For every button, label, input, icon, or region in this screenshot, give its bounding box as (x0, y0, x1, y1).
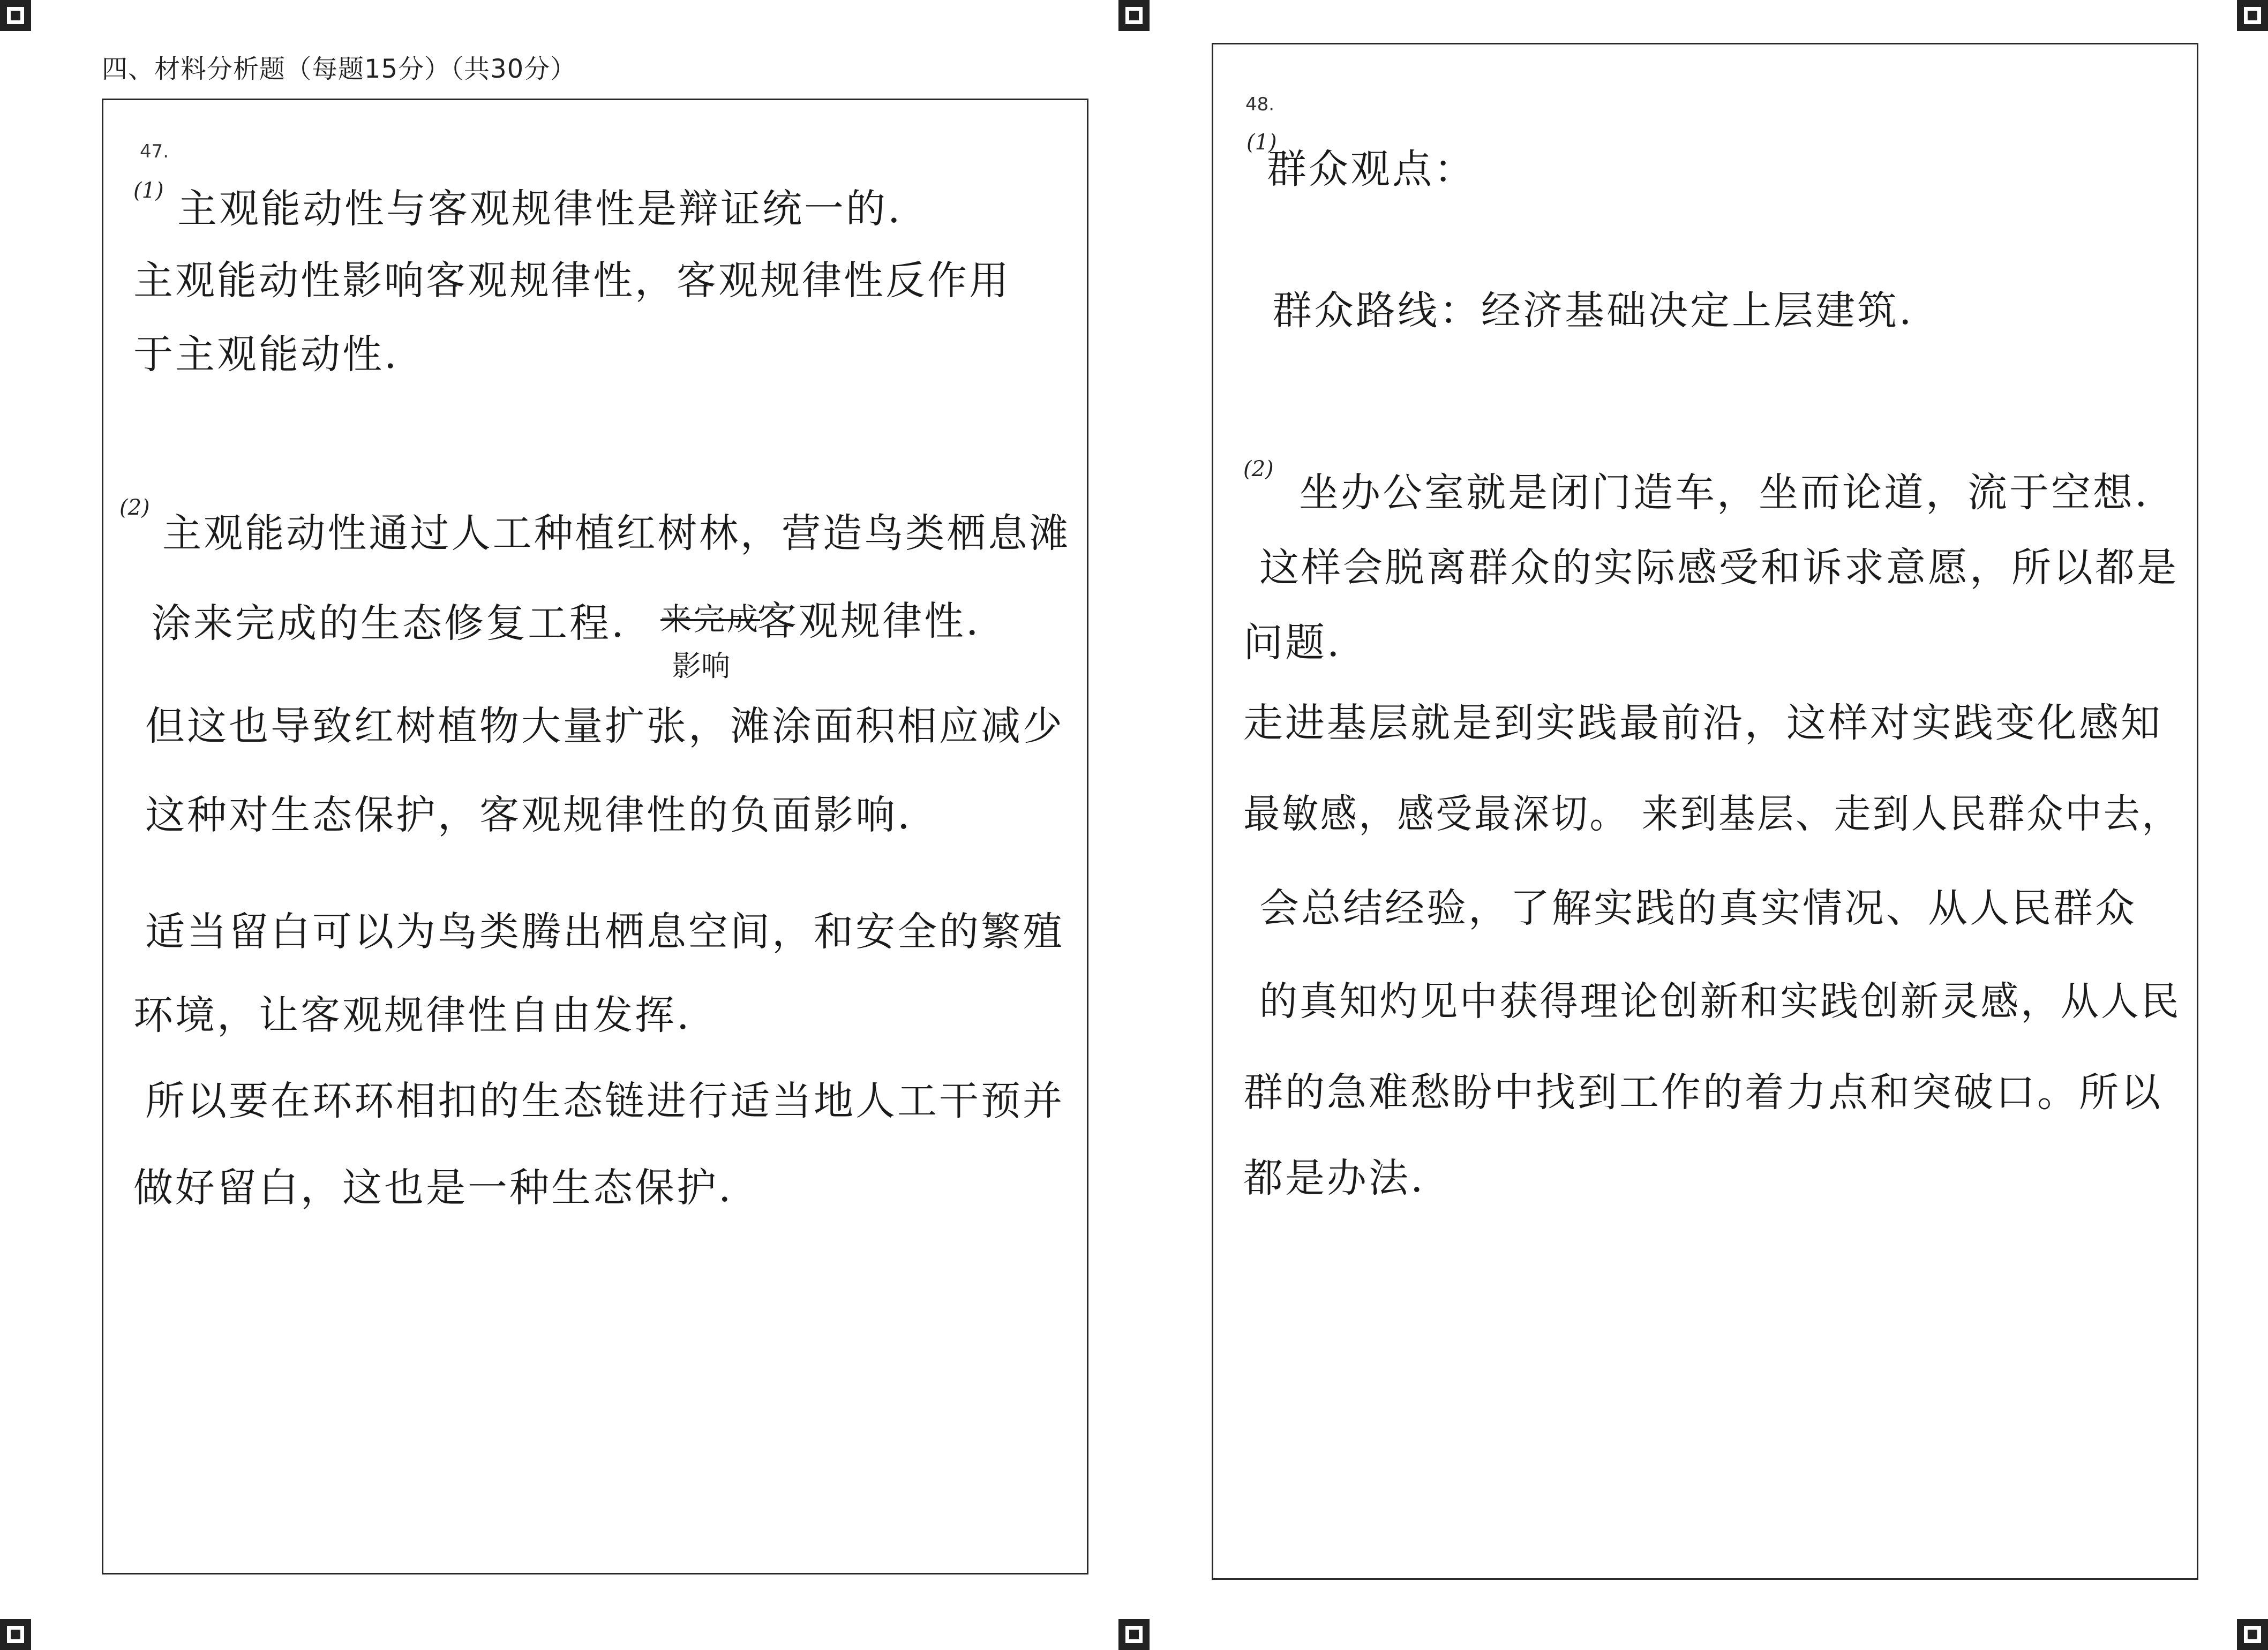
answer-line: 走进基层就是到实践最前沿，这样对实践变化感知 (1243, 700, 2162, 746)
answer-line: 环境，让客观规律性自由发挥. (133, 992, 692, 1038)
part-marker: (1) (1246, 130, 1277, 155)
answer-line: 涂来完成的生态修复工程. (152, 600, 626, 646)
registration-mark-top-right (2237, 0, 2268, 31)
answer-line: 适当留白可以为鸟类腾出栖息空间，和安全的繁殖 (145, 909, 1064, 955)
answer-line: 主观能动性影响客观规律性，客观规律性反作用 (133, 258, 1011, 304)
part-marker: (2) (119, 495, 150, 520)
answer-line: 会总结经验，了解实践的真实情况、从人民群众 (1259, 885, 2137, 931)
answer-line: 的真知灼见中获得理论创新和实践创新灵感，从人民 (1259, 978, 2181, 1024)
answer-line: 都是办法. (1243, 1155, 1425, 1201)
answer-line: 问题. (1243, 620, 1342, 666)
answer-box-q47 (102, 99, 1088, 1574)
part-marker: (1) (133, 178, 164, 203)
registration-mark-top-left (0, 0, 31, 31)
crossed-out-text: 来完成 (660, 601, 761, 637)
question-number: 47. (140, 141, 169, 162)
answer-box-q48 (1212, 43, 2198, 1580)
answer-line: 主观能动性通过人工种植红树林，营造鸟类栖息滩 (162, 510, 1071, 556)
registration-mark-bottom-left (0, 1619, 31, 1650)
section-header: 四、材料分析题（每题15分）（共30分） (102, 54, 577, 84)
part-marker: (2) (1243, 457, 1274, 481)
registration-mark-bottom-right (2237, 1619, 2268, 1650)
registration-mark-bottom-center (1118, 1619, 1150, 1650)
answer-line: 群的急难愁盼中找到工作的着力点和突破口。所以 (1243, 1069, 2162, 1116)
registration-mark-top-center (1118, 0, 1150, 31)
answer-line: 群众路线：经济基础决定上层建筑. (1272, 288, 1914, 334)
answer-line: 所以要在环环相扣的生态链进行适当地人工干预并 (145, 1078, 1064, 1124)
answer-line: 做好留白，这也是一种生态保护. (133, 1165, 733, 1211)
question-number: 48. (1245, 94, 1275, 115)
answer-line: 坐办公室就是闭门造车，坐而论道，流于空想. (1299, 470, 2150, 516)
answer-line: 群众观点： (1267, 146, 1476, 192)
answer-line: 主观能动性与客观规律性是辩证统一的. (177, 186, 903, 232)
answer-line: 客观规律性. (757, 598, 981, 644)
answer-line: 这种对生态保护，客观规律性的负面影响. (145, 792, 912, 838)
answer-line: 于主观能动性. (133, 331, 399, 378)
answer-line: 但这也导致红树植物大量扩张，滩涂面积相应减少 (145, 703, 1064, 749)
answer-line: 这样会脱离群众的实际感受和诉求意愿，所以都是 (1259, 545, 2179, 591)
inserted-correction: 影响 (672, 649, 730, 683)
answer-line: 最敏感，感受最深切。 来到基层、走到人民群众中去， (1243, 791, 2181, 837)
